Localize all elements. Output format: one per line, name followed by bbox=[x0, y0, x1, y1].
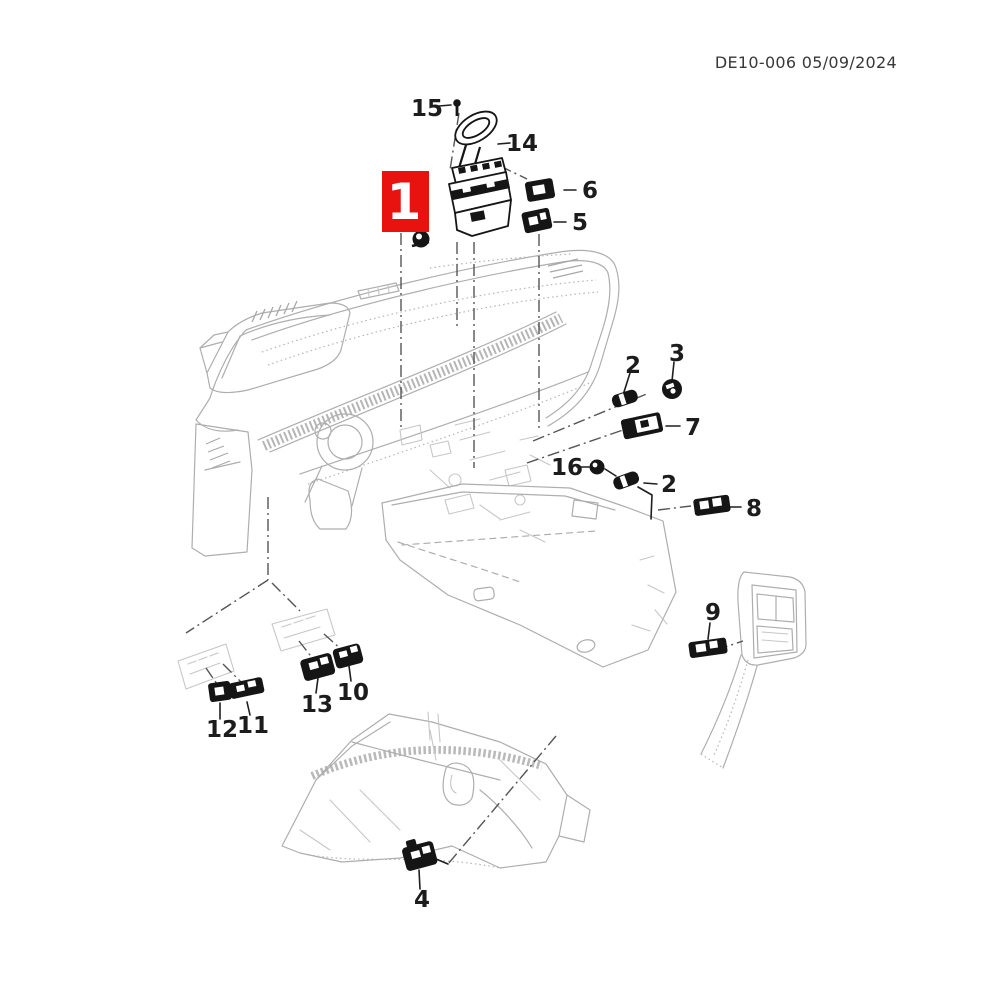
doc-code: DE10-006 05/09/2024 bbox=[714, 53, 897, 72]
callout-15: 15 bbox=[410, 96, 444, 122]
center-console-drawing bbox=[382, 484, 676, 667]
callout-7: 7 bbox=[684, 415, 702, 441]
callout-5: 5 bbox=[571, 210, 589, 236]
callout-9: 9 bbox=[704, 600, 722, 626]
part-14-shifter-assembly bbox=[449, 105, 511, 236]
rear-quarter-trim-drawing bbox=[282, 712, 590, 868]
part-3-grommet bbox=[662, 379, 682, 399]
part-15-screw bbox=[453, 99, 461, 116]
part-4-switch bbox=[400, 835, 439, 872]
part-12-switch bbox=[208, 681, 232, 703]
part-11-switch bbox=[228, 677, 265, 700]
callout-8: 8 bbox=[745, 496, 763, 522]
highlight-marker-1 bbox=[382, 171, 429, 232]
part-9-switch bbox=[688, 637, 728, 658]
part-8-switch bbox=[693, 494, 731, 516]
callout-10: 10 bbox=[336, 680, 370, 706]
callout-2-upper: 2 bbox=[624, 353, 642, 379]
highlight-digit: 1 bbox=[386, 173, 422, 231]
callout-16: 16 bbox=[550, 455, 584, 481]
part-13-switch bbox=[299, 652, 336, 682]
part-2-lower-bulb bbox=[612, 470, 641, 491]
callout-6: 6 bbox=[581, 178, 599, 204]
part-5-switch bbox=[521, 207, 553, 233]
part-7-switch bbox=[620, 412, 663, 440]
callout-4: 4 bbox=[413, 887, 431, 913]
callout-12: 12 bbox=[205, 717, 239, 743]
dashboard-drawing bbox=[192, 250, 619, 556]
callout-11: 11 bbox=[236, 713, 270, 739]
part-16-grommet bbox=[590, 460, 605, 475]
callout-2-lower: 2 bbox=[660, 472, 678, 498]
callout-3: 3 bbox=[668, 341, 686, 367]
part-10-switch bbox=[332, 643, 364, 670]
part-6-switch bbox=[524, 178, 555, 203]
part-1-knob bbox=[412, 231, 430, 248]
callout-13: 13 bbox=[300, 692, 334, 718]
callout-14: 14 bbox=[505, 131, 539, 157]
